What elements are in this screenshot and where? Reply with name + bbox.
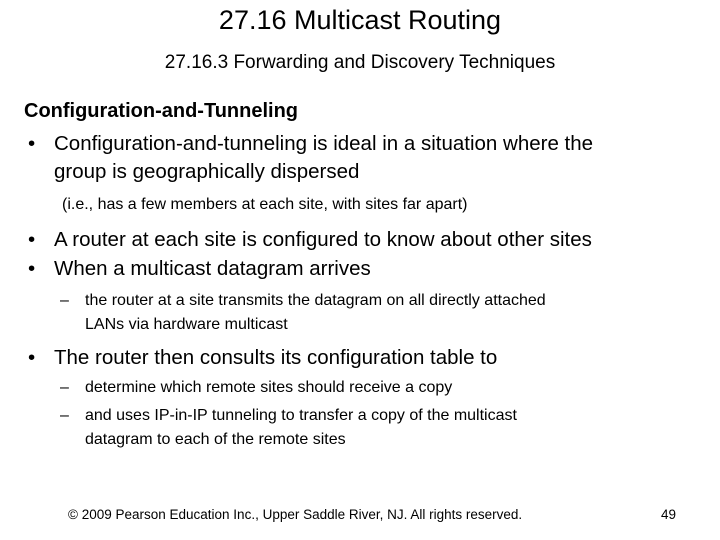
- bullet-marker: •: [28, 257, 36, 280]
- dash-marker: –: [60, 407, 69, 424]
- page-number: 49: [661, 507, 677, 522]
- bullet-text-continuation: group is geographically dispersed: [54, 160, 360, 183]
- copyright-notice: © 2009 Pearson Education Inc., Upper Saddle River, NJ. All rights reserved.: [68, 507, 523, 522]
- bullet-text: A router at each site is configured to know about other sites: [54, 228, 592, 251]
- bullet-text: The router then consults its configuration table to: [54, 346, 498, 369]
- bullet-marker: •: [28, 346, 36, 369]
- bullet-marker: •: [28, 132, 36, 155]
- dash-marker: –: [60, 292, 69, 309]
- sub-bullet-text-continuation: LANs via hardware multicast: [85, 316, 288, 333]
- dash-marker: –: [60, 379, 69, 396]
- bullet-text: When a multicast datagram arrives: [54, 257, 371, 280]
- sub-bullet-text: and uses IP-in-IP tunneling to transfer a copy of the multicast: [85, 407, 517, 424]
- section-heading: Configuration-and-Tunneling: [24, 100, 299, 122]
- sub-bullet-text: determine which remote sites should receive a copy: [85, 379, 453, 396]
- slide-title: 27.16 Multicast Routing: [218, 5, 502, 35]
- sub-bullet-text-continuation: datagram to each of the remote sites: [85, 431, 346, 448]
- bullet-note: (i.e., has a few members at each site, with sites far apart): [62, 196, 468, 213]
- sub-bullet-text: the router at a site transmits the datagram on all directly attached: [85, 292, 546, 309]
- bullet-text: Configuration-and-tunneling is ideal in a situation where the: [54, 132, 594, 155]
- slide-subtitle: 27.16.3 Forwarding and Discovery Techniques: [164, 52, 556, 73]
- bullet-marker: •: [28, 228, 36, 251]
